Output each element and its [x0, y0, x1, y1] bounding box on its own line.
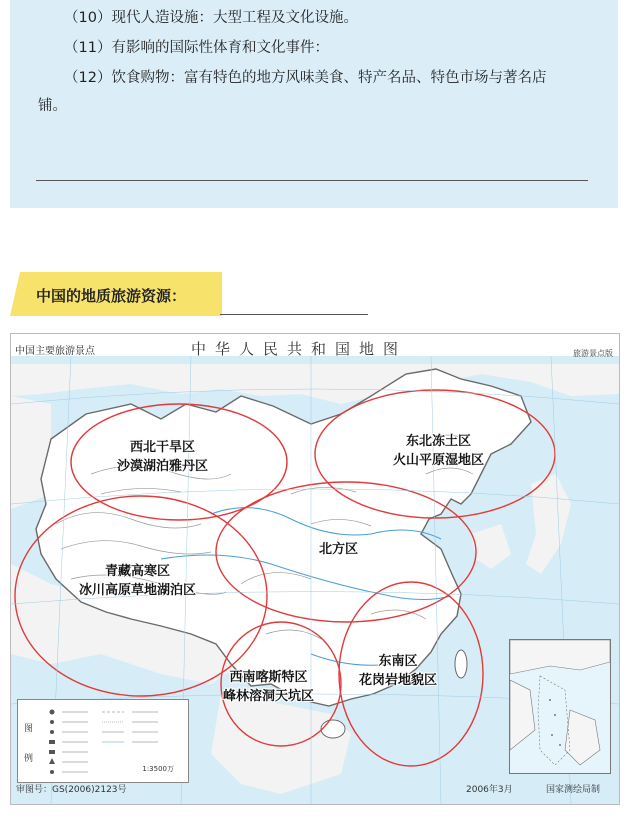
legend-title: 图例: [24, 724, 34, 764]
zone-label-line: 花岗岩地貌区: [359, 673, 438, 688]
zone-label-line: 火山平原湿地区: [393, 453, 485, 468]
section-title: 中国的地质旅游资源：: [36, 287, 187, 305]
zone-label-line: 峰林溶洞天坑区: [223, 689, 315, 704]
zone-label-line: 沙漠湖泊雅丹区: [117, 459, 209, 474]
hainan-island: [321, 720, 345, 738]
zone-label-line: 东南区: [378, 654, 418, 669]
section-label: [10, 272, 222, 316]
approval-number: 审图号：GS(2006)2123号: [16, 785, 127, 795]
map-edition: 旅游景点版: [573, 349, 613, 358]
zone-label-line: 冰川高原草地湖泊区: [79, 583, 197, 598]
zone-label-qinghai-tibet: [79, 562, 196, 600]
map-title: 中华人民共和国地图: [191, 340, 408, 358]
zone-label-line: 西南喀斯特区: [229, 670, 308, 685]
south-china-sea-inset: [509, 639, 611, 774]
zone-label-northwest: [117, 438, 208, 476]
map-date: 2006年3月: [466, 785, 513, 795]
zone-label-southwest: [223, 668, 314, 706]
map-legend: [17, 699, 189, 783]
map-scale: 1:3500万: [142, 765, 174, 773]
taiwan-island: [455, 650, 467, 678]
zone-label-line: 西北干旱区: [130, 440, 196, 455]
note-line-10: （10）现代人造设施：大型工程及文化设施。: [64, 10, 358, 26]
notes-panel: [10, 0, 618, 208]
answer-blank-line: [36, 180, 588, 181]
note-line-12-cont: 铺。: [38, 98, 67, 114]
map-caption: 中国主要旅游景点: [15, 346, 95, 357]
zone-label-southeast: [359, 652, 437, 690]
zone-label-line: 青藏高寒区: [105, 564, 171, 579]
zone-label-line: 东北冻土区: [406, 434, 472, 449]
china-map: [10, 333, 620, 805]
zone-label-north: [319, 540, 358, 559]
section-blank-line: [220, 314, 368, 315]
note-line-11: （11）有影响的国际性体育和文化事件：: [64, 40, 329, 56]
inset-graphic: [510, 640, 610, 773]
zone-label-line: 北方区: [319, 542, 359, 557]
note-line-12: （12）饮食购物：富有特色的地方风味美食、特产名品、特色市场与著名店: [64, 70, 547, 86]
map-publisher: 国家测绘局制: [546, 785, 601, 795]
zone-label-northeast: [393, 432, 484, 470]
